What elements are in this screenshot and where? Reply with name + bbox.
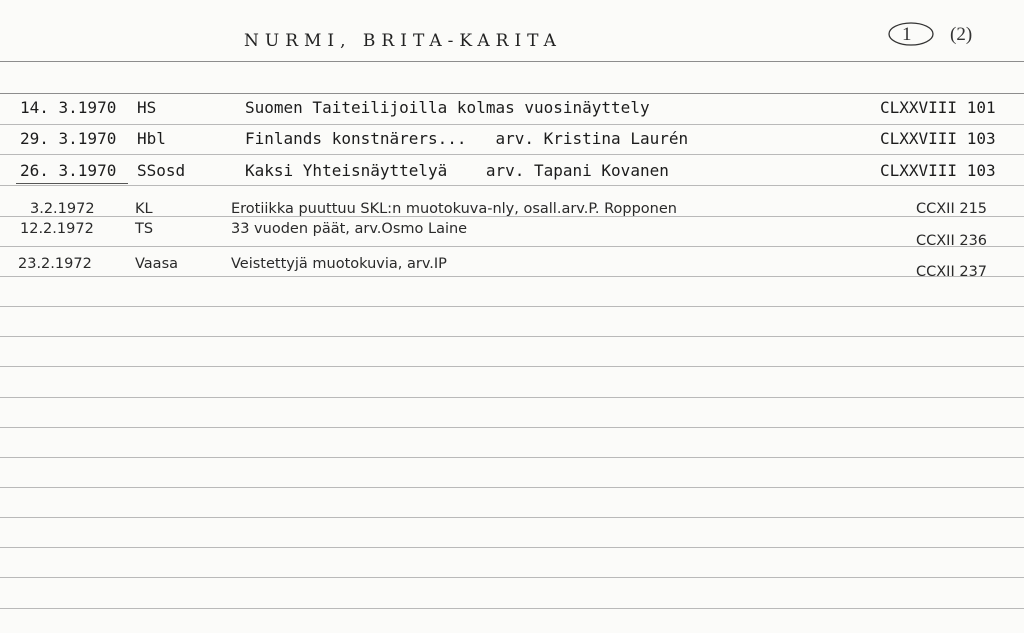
entry-title: Veistettyjä muotokuvia, arv.IP [231, 256, 447, 272]
entry-title: Kaksi Yhteisnäyttelyä arv. Tapani Kovanen [245, 161, 669, 180]
rule-line [0, 366, 1024, 367]
entry-ref: CCXII 236 [916, 233, 988, 249]
entry-row [0, 256, 1024, 280]
entry-date: 29. 3.1970 [20, 129, 117, 148]
entry-title: Suomen Taiteilijoilla kolmas vuosinäyttely [245, 98, 650, 117]
rule-line [0, 124, 1024, 125]
entry-source: HS [137, 98, 157, 117]
entry-ref: CLXXVIII 101 [880, 98, 996, 117]
entry-ref: CLXXVIII 103 [880, 129, 996, 148]
entry-row [0, 98, 1024, 122]
entry-source: Hbl [137, 129, 166, 148]
rule-line [0, 487, 1024, 488]
entry-title: Finlands konstnärers... arv. Kristina Laurén [245, 129, 689, 148]
rule-line [0, 397, 1024, 398]
entry-title: 33 vuoden päät, arv.Osmo Laine [231, 221, 468, 237]
entry-ref: CLXXVIII 103 [880, 161, 996, 180]
rule-line [0, 457, 1024, 458]
entry-row [0, 221, 1024, 249]
rule-line [0, 306, 1024, 307]
entry-date: 23.2.1972 [18, 256, 92, 272]
rule-line [0, 608, 1024, 609]
page-mark-2: (2) [950, 24, 973, 45]
entry-source: KL [135, 201, 153, 217]
entry-date: 3.2.1972 [30, 201, 95, 217]
rule-line [0, 517, 1024, 518]
entry-date: 26. 3.1970 [20, 161, 117, 180]
rule-line [0, 185, 1024, 186]
entry-source: TS [135, 221, 154, 237]
rule-line [0, 61, 1024, 62]
date-underline [16, 183, 128, 184]
entry-source: SSosd [137, 161, 186, 180]
circle-mark-icon [880, 20, 1000, 50]
entry-row [0, 129, 1024, 153]
rule-line [0, 577, 1024, 578]
entry-source: Vaasa [135, 256, 179, 272]
entry-date: 12.2.1972 [20, 221, 94, 237]
page-marks [880, 20, 1000, 50]
page-mark-1: 1 [902, 24, 912, 45]
rule-line [0, 547, 1024, 548]
entry-ref: CCXII 215 [916, 201, 988, 217]
rule-line [0, 427, 1024, 428]
entry-date: 14. 3.1970 [20, 98, 117, 117]
entry-ref: CCXII 237 [916, 264, 988, 280]
card-heading: NURMI, BRITA-KARITA [244, 31, 562, 51]
entry-title: Erotiikka puuttuu SKL:n muotokuva-nly, osall.arv.P. Ropponen [231, 201, 677, 217]
entry-row [0, 161, 1024, 185]
rule-line [0, 154, 1024, 155]
rule-line [0, 246, 1024, 247]
rule-line [0, 336, 1024, 337]
rule-line [0, 93, 1024, 94]
